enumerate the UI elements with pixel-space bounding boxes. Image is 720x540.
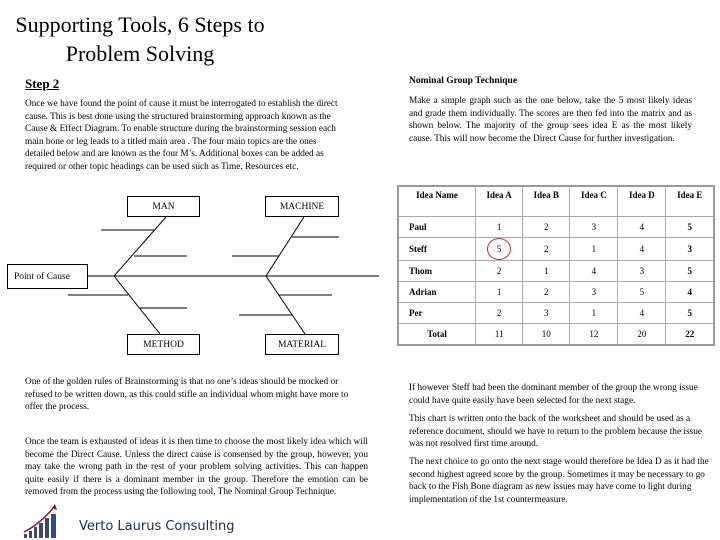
cell: 2 — [523, 238, 570, 261]
cell-highlighted — [476, 238, 523, 261]
cell: 1 — [476, 217, 523, 238]
bone-method — [114, 276, 160, 334]
fishbone-box-method: METHOD — [127, 334, 200, 355]
cell: 1 — [570, 303, 618, 324]
cell: 1 — [523, 261, 570, 282]
cell: 20 — [618, 324, 666, 346]
header-cell: Idea C — [570, 186, 618, 217]
golden-rule-text: One of the golden rules of Brainstorming is that no one’s ideas should be mocked or refused to be written down, as this could stifle an individual whom might have more to offer the process. — [25, 377, 349, 413]
row-name: Paul — [398, 217, 476, 238]
title-line-2: Problem Solving — [65, 41, 215, 66]
cell: 3 — [618, 261, 666, 282]
step-text: Once we have found the point of cause it must be interrogated to establish the direct cause. This is best done using the structured brainstorming approach known as the Cause & Effect Diagram. To enable structure during the brainstorming session each main bone or leg leads to a titled main area . The four main topics are the ones detailed below and are known as the four M’s. Additional boxes can be added as required or other topic headings can be used such as Time, Resources etc. — [25, 99, 338, 172]
row-name: Thom — [398, 261, 476, 282]
cell: 12 — [570, 324, 618, 346]
cell: 4 — [666, 282, 714, 303]
cell: 2 — [476, 261, 523, 282]
cell: 10 — [523, 324, 570, 346]
cell: 22 — [666, 324, 714, 346]
table-row — [398, 282, 714, 303]
cell: 4 — [618, 217, 666, 238]
bone-machine — [266, 217, 304, 276]
highlight-circle: 5 — [487, 238, 511, 260]
cell: 3 — [570, 217, 618, 238]
exhausted-text: Once the team is exhausted of ideas it is then time to choose the most likely idea which will become the Direct Cause. Unless the direct cause is consensed by the group, however, you may take the wrong path in the rest of your problem solving activities. This can happen quite easily if there is a dominant member in the group. Therefore the emotion can be removed from the process using the following tool, The Nominal Group Technique. — [25, 437, 368, 498]
brand-name: Verto Laurus Consulting — [79, 519, 235, 534]
row-name: Adrian — [398, 282, 476, 303]
cell: 4 — [618, 238, 666, 261]
header-cell: Idea B — [523, 186, 570, 217]
cell: 2 — [476, 303, 523, 324]
cell: 11 — [476, 324, 523, 346]
chart-reference-text: This chart is written onto the back of the worksheet and should be used as a reference document, should we have to return to the problem because the issue was not resolved first time around. — [409, 414, 703, 450]
ngt-heading: Nominal Group Technique — [409, 76, 518, 86]
cell: 4 — [570, 261, 618, 282]
next-choice-text: The next choice to go onto the next stage would therefore be Idea D as it had the second highest agreed score by the group. Sometimes it may be necessary to go back to the Fish Bone diagram as new issues may have come to light during implementation of the 1st countermeasure. — [409, 457, 709, 505]
cell: 5 — [666, 217, 714, 238]
table-total-row — [398, 324, 714, 346]
table-row — [398, 261, 714, 282]
table-header-row — [398, 186, 714, 217]
row-name: Per — [398, 303, 476, 324]
cell: 3 — [570, 282, 618, 303]
table-row — [398, 238, 714, 261]
cell: 5 — [618, 282, 666, 303]
title-line-1: Supporting Tools, 6 Steps to — [15, 12, 265, 37]
cell: 3 — [666, 238, 714, 261]
fishbone-box-material: MATERIAL — [265, 334, 339, 355]
row-name: Steff — [398, 238, 476, 261]
table-row — [398, 217, 714, 238]
scores-table — [397, 185, 715, 346]
steff-text: If however Steff had been the dominant member of the group the wrong issue could have quite easily have been selected for the next stage. — [409, 383, 698, 406]
cell: 2 — [523, 217, 570, 238]
header-cell: Idea D — [618, 186, 666, 217]
header-cell: Idea Name — [398, 186, 476, 217]
ngt-text: Make a simple graph such as the one below, take the 5 most likely ideas and grade them individually. The scores are then fed into the matrix and as shown below. The majority of the group sees idea E as the most likely cause. This will now become the Direct Cause for further investigation. — [409, 96, 692, 144]
fishbone-box-point-of-cause: Point of Cause — [7, 264, 88, 289]
fishbone-box-man: MAN — [127, 196, 200, 217]
cell: 4 — [618, 303, 666, 324]
bone-material — [266, 276, 305, 334]
cell: 5 — [666, 261, 714, 282]
cell: 1 — [570, 238, 618, 261]
cell: 3 — [523, 303, 570, 324]
header-cell: Idea E — [666, 186, 714, 217]
row-name: Total — [398, 324, 476, 346]
table-row — [398, 303, 714, 324]
logo-icon — [22, 504, 64, 540]
fishbone-box-machine: MACHINE — [265, 196, 339, 217]
bone-man — [114, 217, 166, 276]
step-heading: Step 2 — [25, 76, 60, 91]
page-title — [10, 10, 270, 68]
cell: 1 — [476, 282, 523, 303]
cell: 5 — [666, 303, 714, 324]
cell: 2 — [523, 282, 570, 303]
header-cell: Idea A — [476, 186, 523, 217]
